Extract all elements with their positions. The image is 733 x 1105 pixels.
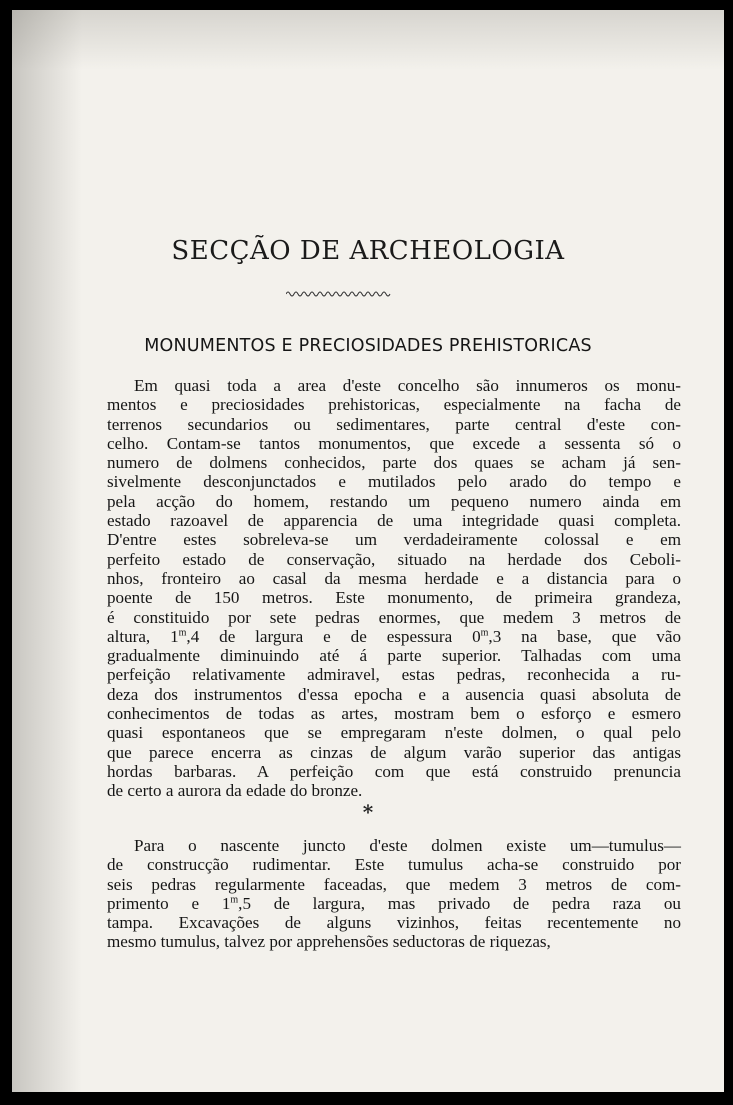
text-line: deza dos instrumentos d'essa epocha e a ausencia quasi absoluta de (107, 684, 681, 704)
text-line: que parece encerra as cinzas de algum varão superior das antigas (107, 742, 681, 762)
text-line: numero de dolmens conhecidos, parte dos quaes se acham já sen- (107, 453, 681, 473)
text-line: primento e 1$^m$,5 de largura, mas privado de pedra raza ou (107, 893, 681, 913)
wavy-ornament-divider (286, 290, 392, 298)
text-line: nhos, fronteiro ao casal da mesma herdade e a distancia para o (107, 568, 681, 588)
text-line: tampa. Excavações de alguns vizinhos, feitas recentemente no (107, 913, 681, 933)
text-line: Em quasi toda a area d'este concelho são innumeros os monu- (134, 376, 681, 395)
text-line: estado razoavel de apparencia de uma integridade quasi completa. (107, 511, 681, 531)
book-page (12, 10, 724, 1092)
text-line: sivelmente desconjunctados e mutilados pelo arado do tempo e (107, 472, 681, 492)
text-line: D'entre estes sobreleva-se um verdadeiramente colossal e em (107, 530, 681, 550)
paragraph-2 (107, 836, 681, 952)
text-line: Para o nascente juncto d'este dolmen existe um—tumulus— (134, 836, 681, 855)
paragraph-1 (107, 376, 681, 801)
text-line: perfeição relativamente admiravel, estas pedras, reconhecida a ru- (107, 665, 681, 685)
section-separator: * (362, 800, 374, 824)
text-line: celho. Contam-se tantos monumentos, que excede a sessenta só o (107, 433, 681, 453)
text-line: gradualmente diminuindo até á parte superior. Talhadas com uma (107, 646, 681, 666)
text-line: de construcção rudimentar. Este tumulus acha-se construido por (107, 855, 681, 875)
text-line: poente de 150 metros. Este monumento, de primeira grandeza, (107, 588, 681, 608)
text-line: perfeito estado de conservação, situado na herdade dos Ceboli- (107, 549, 681, 569)
text-line: terrenos secundarios ou sedimentares, parte central d'este con- (107, 414, 681, 434)
text-line: seis pedras regularmente faceadas, que medem 3 metros de com- (107, 874, 681, 894)
text-line: mesmo tumulus, talvez por apprehensões seductoras de riquezas, (107, 932, 551, 952)
text-line: pela acção do homem, restando um pequeno numero ainda em (107, 491, 681, 511)
text-line: é constituido por sete pedras enormes, que medem 3 metros de (107, 607, 681, 627)
section-title: SECÇÃO DE ARCHEOLOGIA (171, 236, 565, 266)
text-line: de certo a aurora da edade do bronze. (107, 781, 363, 801)
text-line: quasi espontaneos que se empregaram n'este dolmen, o qual pelo (107, 723, 681, 743)
text-line: mentos e preciosidades prehistoricas, especialmente na facha de (107, 395, 681, 415)
text-line: hordas barbaras. A perfeição com que está construido prenuncia (107, 761, 681, 781)
chapter-subtitle: MONUMENTOS E PRECIOSIDADES PREHISTORICAS (144, 336, 592, 356)
text-line: altura, 1$^m$,4 de largura e de espessura 0$^m$,3 na base, que vão (107, 626, 681, 646)
text-line: conhecimentos de todas as artes, mostram bem o esforço e esmero (107, 704, 681, 724)
